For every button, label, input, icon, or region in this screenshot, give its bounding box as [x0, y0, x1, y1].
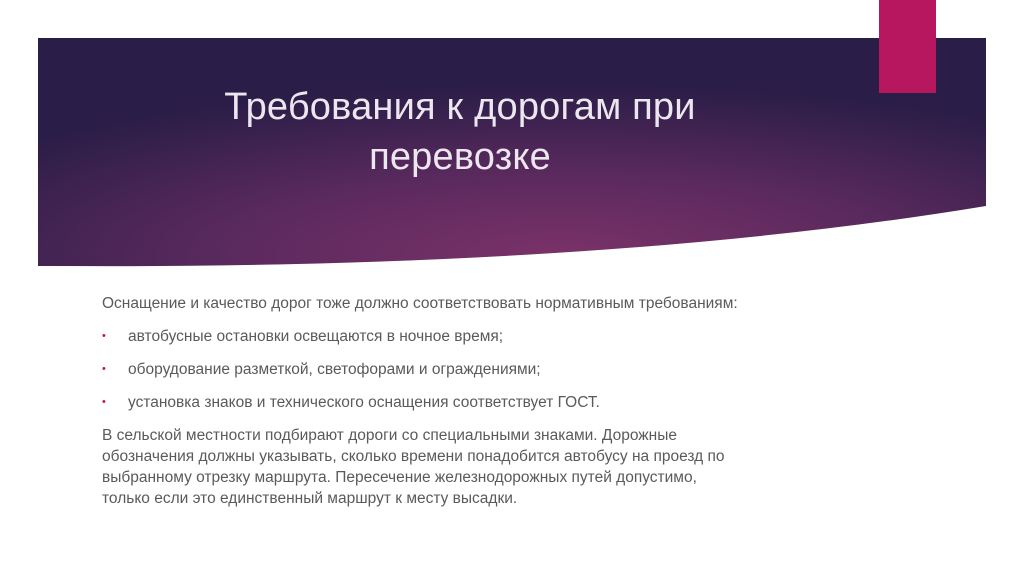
bullet-icon: •	[102, 330, 106, 342]
slide-content	[102, 293, 862, 509]
bullet-icon: •	[102, 396, 106, 408]
paragraph-line: В сельской местности подбирают дороги со специальными знаками. Дорожные	[102, 427, 677, 444]
paragraph-line: только если это единственный маршрут к месту высадки.	[102, 490, 518, 507]
bullet-item	[102, 359, 862, 380]
bullet-list	[102, 326, 862, 413]
accent-tab	[879, 0, 936, 93]
bullet-item	[102, 392, 862, 413]
paragraph-line: выбранному отрезку маршрута. Пересечение железнодорожных путей допустимо,	[102, 469, 697, 486]
bullet-icon: •	[102, 363, 106, 375]
bullet-text: оборудование разметкой, светофорами и ограждениями;	[128, 361, 541, 378]
intro-text: Оснащение и качество дорог тоже должно соответствовать нормативным требованиям:	[102, 295, 738, 312]
bullet-text: автобусные остановки освещаются в ночное время;	[128, 328, 504, 345]
bullet-text: установка знаков и технического оснащения соответствует ГОСТ.	[128, 394, 600, 411]
paragraph-line: обозначения должны указывать, сколько времени понадобится автобусу на проезд по	[102, 448, 725, 465]
title-line-1: Требования к дорогам при	[224, 86, 696, 128]
slide-title	[160, 82, 760, 182]
rural-paragraph	[102, 425, 862, 509]
title-line-2: перевозке	[369, 136, 551, 178]
bullet-item	[102, 326, 862, 347]
